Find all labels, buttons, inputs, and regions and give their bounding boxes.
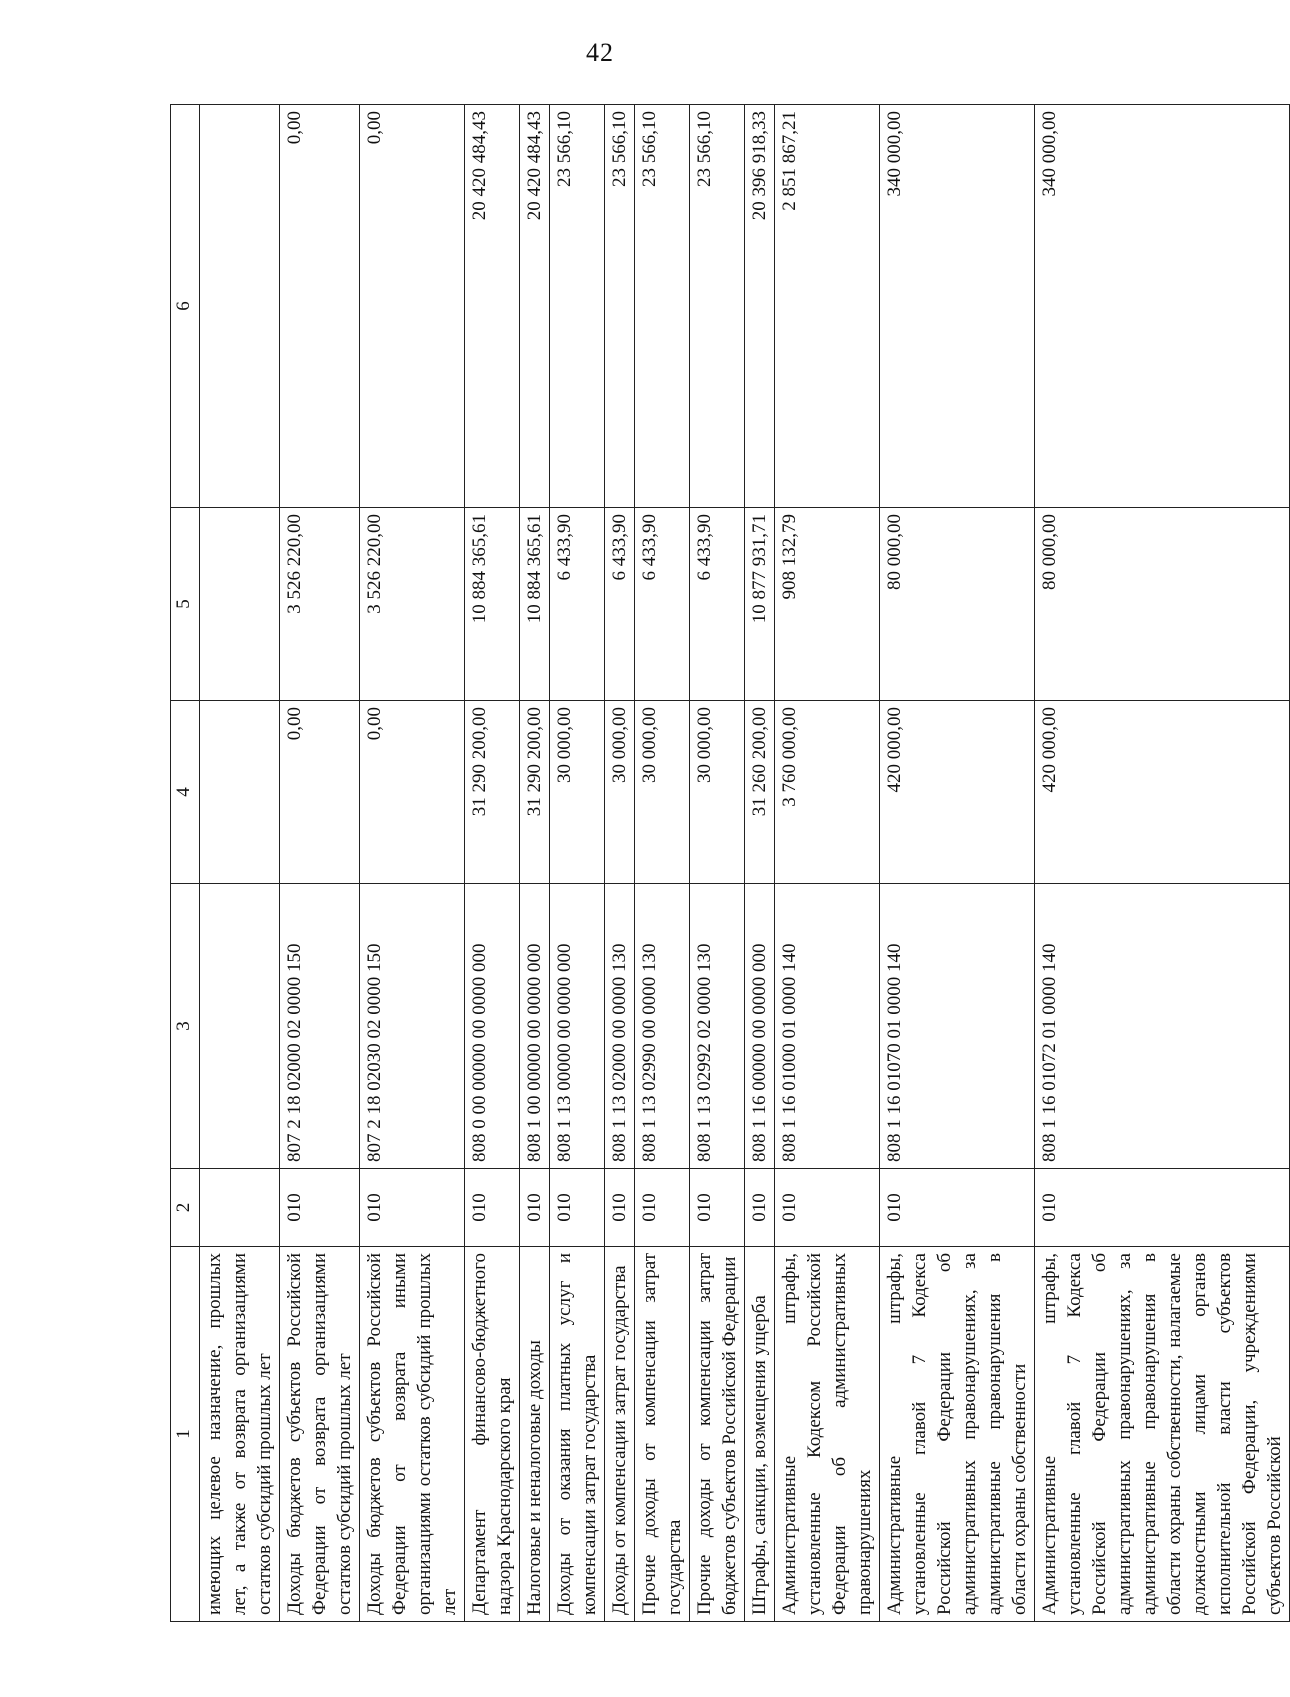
cell-budget-code: 808 1 16 01000 01 0000 140	[775, 884, 880, 1169]
header-col-4: 4	[171, 701, 200, 884]
page-number: 42	[586, 38, 614, 67]
cell-col5-value	[200, 508, 280, 701]
cell-name: Департамент финансово-бюджетного надзора Краснодарского края	[465, 1247, 520, 1622]
cell-col6-value: 23 566,10	[690, 105, 745, 508]
table-row	[360, 105, 465, 1622]
table-row	[550, 105, 605, 1622]
cell-budget-code: 807 2 18 02000 02 0000 150	[280, 884, 360, 1169]
cell-name: Административные штрафы, установленные Кодексом Российской Федерации об административных правонарушениях	[775, 1247, 880, 1622]
cell-col5-value: 10 884 365,61	[520, 508, 550, 701]
cell-col4-value: 3 760 000,00	[775, 701, 880, 884]
header-col-5: 5	[171, 508, 200, 701]
cell-col4-value: 30 000,00	[690, 701, 745, 884]
cell-col4-value: 420 000,00	[880, 701, 1035, 884]
cell-line-code: 010	[465, 1169, 520, 1247]
cell-line-code: 010	[605, 1169, 635, 1247]
cell-line-code: 010	[280, 1169, 360, 1247]
revenue-table	[170, 104, 1290, 1622]
cell-col5-value: 6 433,90	[550, 508, 605, 701]
cell-budget-code: 807 2 18 02030 02 0000 150	[360, 884, 465, 1169]
table-row	[465, 105, 520, 1622]
cell-name: Доходы от оказания платных услуг и компенсации затрат государства	[550, 1247, 605, 1622]
cell-col6-value: 23 566,10	[550, 105, 605, 508]
cell-budget-code: 808 1 16 01070 01 0000 140	[880, 884, 1035, 1169]
cell-name: Налоговые и неналоговые доходы	[520, 1247, 550, 1622]
cell-col4-value: 31 290 200,00	[520, 701, 550, 884]
cell-col4-value: 30 000,00	[550, 701, 605, 884]
header-col-3: 3	[171, 884, 200, 1169]
cell-line-code: 010	[745, 1169, 775, 1247]
cell-col4-value	[200, 701, 280, 884]
cell-budget-code: 808 1 16 01072 01 0000 140	[1035, 884, 1290, 1169]
table-row	[200, 105, 280, 1622]
cell-budget-code	[200, 884, 280, 1169]
header-col-6: 6	[171, 105, 200, 508]
cell-line-code: 010	[1035, 1169, 1290, 1247]
table-row	[1035, 105, 1290, 1622]
cell-col4-value: 420 000,00	[1035, 701, 1290, 884]
cell-col6-value: 340 000,00	[880, 105, 1035, 508]
cell-line-code: 010	[520, 1169, 550, 1247]
cell-col6-value: 340 000,00	[1035, 105, 1290, 508]
table-row	[605, 105, 635, 1622]
cell-line-code: 010	[880, 1169, 1035, 1247]
cell-col4-value: 31 260 200,00	[745, 701, 775, 884]
cell-name: Штрафы, санкции, возмещения ущерба	[745, 1247, 775, 1622]
cell-col5-value: 80 000,00	[1035, 508, 1290, 701]
cell-col4-value: 0,00	[360, 701, 465, 884]
cell-budget-code: 808 1 13 00000 00 0000 000	[550, 884, 605, 1169]
cell-col6-value: 23 566,10	[605, 105, 635, 508]
cell-col6-value: 20 396 918,33	[745, 105, 775, 508]
cell-col5-value: 10 877 931,71	[745, 508, 775, 701]
cell-col5-value: 6 433,90	[635, 508, 690, 701]
cell-col6-value: 20 420 484,43	[520, 105, 550, 508]
table-row	[690, 105, 745, 1622]
rotated-table-container	[170, 105, 1285, 1622]
table-row	[280, 105, 360, 1622]
cell-name: Доходы от компенсации затрат государства	[605, 1247, 635, 1622]
table-header	[171, 105, 200, 1622]
cell-name: Доходы бюджетов субъектов Российской Федерации от возврата организациями остатков субсидий прошлых лет	[280, 1247, 360, 1622]
cell-col6-value	[200, 105, 280, 508]
cell-col5-value: 80 000,00	[880, 508, 1035, 701]
cell-col6-value: 20 420 484,43	[465, 105, 520, 508]
cell-col5-value: 3 526 220,00	[360, 508, 465, 701]
table-body	[200, 105, 1290, 1622]
cell-budget-code: 808 0 00 00000 00 0000 000	[465, 884, 520, 1169]
table-row	[880, 105, 1035, 1622]
cell-col5-value: 908 132,79	[775, 508, 880, 701]
header-col-2: 2	[171, 1169, 200, 1247]
cell-line-code: 010	[550, 1169, 605, 1247]
cell-name: Прочие доходы от компенсации затрат государства	[635, 1247, 690, 1622]
cell-budget-code: 808 1 13 02000 00 0000 130	[605, 884, 635, 1169]
cell-col4-value: 30 000,00	[635, 701, 690, 884]
cell-name: Административные штрафы, установленные главой 7 Кодекса Российской Федерации об административных правонарушениях, за административные правонарушения в области охраны собственности	[880, 1247, 1035, 1622]
cell-line-code: 010	[360, 1169, 465, 1247]
cell-col5-value: 3 526 220,00	[280, 508, 360, 701]
cell-col5-value: 10 884 365,61	[465, 508, 520, 701]
cell-line-code: 010	[775, 1169, 880, 1247]
table-row	[775, 105, 880, 1622]
cell-col6-value: 23 566,10	[635, 105, 690, 508]
header-row	[171, 105, 200, 1622]
cell-col4-value: 0,00	[280, 701, 360, 884]
cell-col6-value: 0,00	[280, 105, 360, 508]
cell-name: Доходы бюджетов субъектов Российской Федерации от возврата иными организациями остатков субсидий прошлых лет	[360, 1247, 465, 1622]
cell-col6-value: 0,00	[360, 105, 465, 508]
cell-budget-code: 808 1 00 00000 00 0000 000	[520, 884, 550, 1169]
cell-name: Административные штрафы, установленные главой 7 Кодекса Российской Федерации об административных правонарушениях, за административные правонарушения в области охраны собственности, налагаемые должностными лицами органов исполнительной власти субъектов Российской Федерации, учреждениями субъектов Российской	[1035, 1247, 1290, 1622]
cell-line-code	[200, 1169, 280, 1247]
cell-budget-code: 808 1 13 02992 02 0000 130	[690, 884, 745, 1169]
cell-col5-value: 6 433,90	[605, 508, 635, 701]
cell-col4-value: 30 000,00	[605, 701, 635, 884]
cell-budget-code: 808 1 16 00000 00 0000 000	[745, 884, 775, 1169]
cell-col5-value: 6 433,90	[690, 508, 745, 701]
header-col-1: 1	[171, 1247, 200, 1622]
cell-budget-code: 808 1 13 02990 00 0000 130	[635, 884, 690, 1169]
table-row	[635, 105, 690, 1622]
cell-line-code: 010	[635, 1169, 690, 1247]
cell-line-code: 010	[690, 1169, 745, 1247]
cell-name: Прочие доходы от компенсации затрат бюджетов субъектов Российской Федерации	[690, 1247, 745, 1622]
table-row	[520, 105, 550, 1622]
table-row	[745, 105, 775, 1622]
cell-col6-value: 2 851 867,21	[775, 105, 880, 508]
cell-col4-value: 31 290 200,00	[465, 701, 520, 884]
cell-name: имеющих целевое назначение, прошлых лет, а также от возврата организациями остатков субсидий прошлых лет	[200, 1247, 280, 1622]
